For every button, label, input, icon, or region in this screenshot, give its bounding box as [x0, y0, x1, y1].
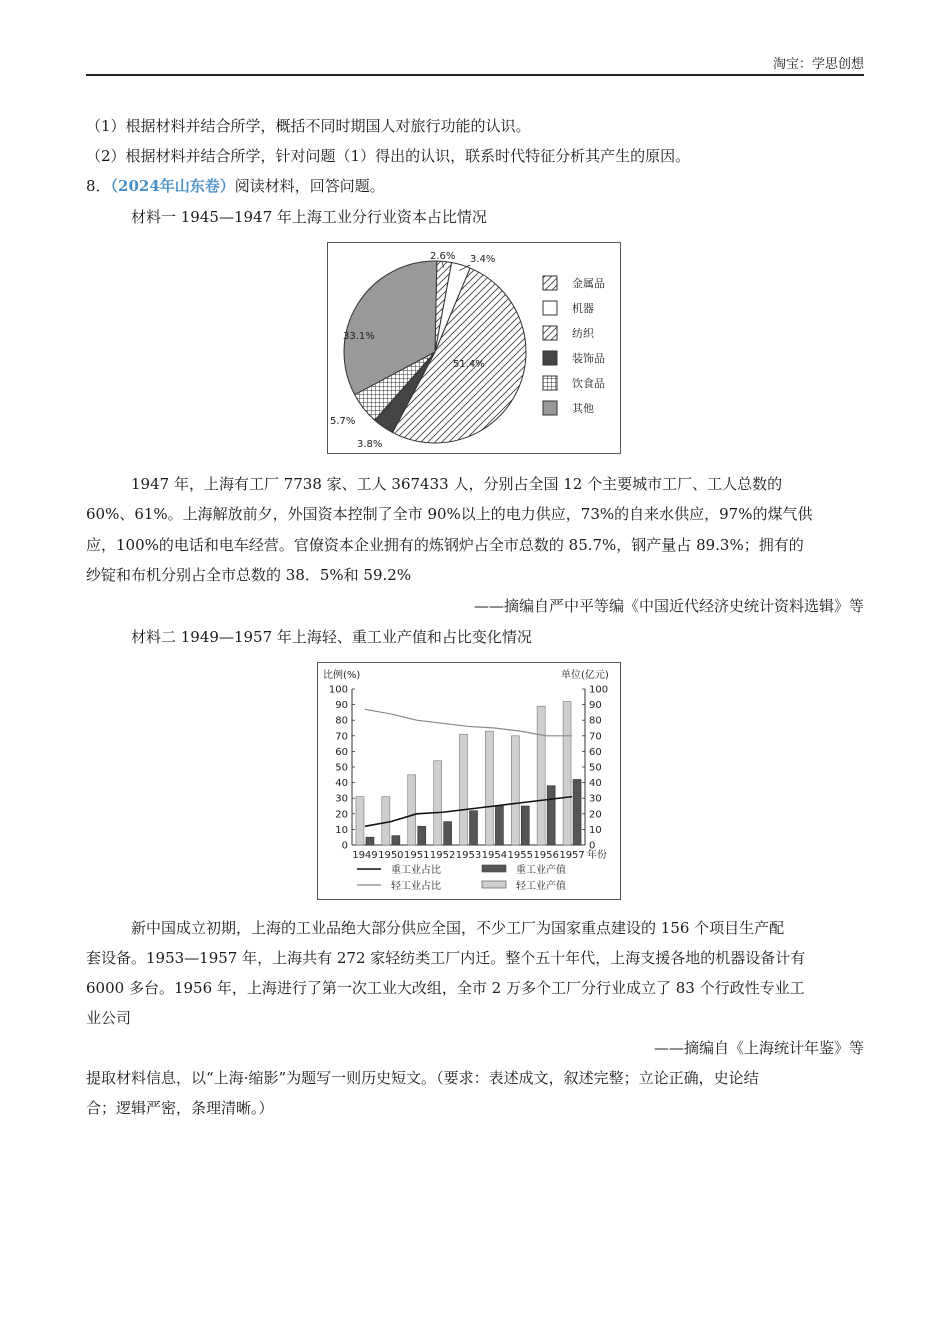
pie-legend-swatch-item-4 [543, 376, 557, 390]
pie-label-item-3: 3.8% [357, 439, 383, 450]
y-tick-label-right: 50 [589, 762, 602, 774]
bar-legend-label-item-1: 重工业产值 [516, 865, 566, 876]
pie-legend-label-item-1: 机器 [572, 302, 594, 315]
header-label: 淘宝：学思创想 [772, 57, 864, 72]
pie-legend-swatch-item-0 [543, 276, 557, 290]
y-tick-label-left: 0 [341, 840, 348, 852]
y-tick-label-left: 20 [335, 809, 348, 821]
y-tick-label-left: 40 [335, 778, 348, 790]
bar-light-industry-1952 [434, 761, 442, 845]
material-2-title: 材料二 1949—1957 年上海轻、重工业产值和占比变化情况 [131, 628, 532, 646]
bar-light-industry-1957 [563, 701, 571, 845]
pie-label-item-0: 2.6% [430, 251, 456, 262]
y-axis-right-label: 单位(亿元) [561, 670, 609, 681]
y-tick-label-right: 60 [589, 746, 602, 758]
task-line-1: 提取材料信息，以“上海·缩影”为题写一则历史短文。（要求：表述成文，叙述完整；立论正确，史论结 [86, 1069, 759, 1087]
page-header [86, 56, 864, 76]
bar-legend-label-item-2: 轻工业占比 [391, 881, 441, 892]
bar-light-industry-1951 [408, 775, 416, 845]
x-tick-label-1956: 1956 [533, 850, 559, 861]
bar-heavy-industry-1957 [573, 779, 581, 845]
pie-legend-label-item-0: 金属品 [572, 277, 605, 290]
question-8 [86, 176, 385, 196]
bar-light-industry-1949 [356, 797, 364, 845]
pie-legend-label-item-5: 其他 [572, 402, 594, 415]
pie-legend-label-item-4: 饮食品 [572, 377, 605, 390]
bar-heavy-industry-1956 [547, 786, 555, 845]
bar-heavy-industry-1952 [444, 822, 452, 845]
y-tick-label-left: 60 [335, 746, 348, 758]
bar-heavy-industry-1950 [392, 836, 400, 845]
task-line-2: 合；逻辑严密，条理清晰。） [86, 1099, 274, 1117]
material-1-para-line-4: 纱锭和布机分别占全市总数的 38．5%和 59.2% [86, 566, 412, 584]
y-tick-label-right: 90 [589, 700, 602, 712]
material-2-para-line-2: 套设备。1953—1957 年，上海共有 272 家轻纺类工厂内迁。整个五十年代，上海支援各地的机器设备计有 [86, 949, 806, 967]
y-tick-label-left: 100 [328, 684, 348, 696]
bar-line-chart [317, 662, 621, 900]
y-tick-label-right: 100 [589, 684, 609, 696]
x-tick-label-1954: 1954 [481, 850, 508, 861]
x-tick-label-1949: 1949 [352, 850, 378, 861]
question-8-text: 阅读材料，回答问题。 [234, 177, 385, 195]
question-8-number: 8． [86, 177, 111, 195]
pie-legend-swatch-item-1 [543, 301, 557, 315]
material-1-title: 材料一 1945—1947 年上海工业分行业资本占比情况 [131, 208, 487, 226]
x-tick-label-1953: 1953 [455, 850, 482, 861]
pie-chart [327, 242, 621, 454]
bar-heavy-industry-1951 [418, 826, 426, 845]
y-tick-label-left: 30 [335, 793, 348, 805]
material-2-para-line-1: 新中国成立初期，上海的工业品绝大部分供应全国，不少工厂为国家重点建设的 156 个项目生产配 [131, 919, 785, 937]
pie-label-item-2: 51.4% [453, 359, 485, 370]
x-tick-label-1952: 1952 [429, 850, 456, 861]
bar-light-industry-1953 [460, 734, 468, 845]
x-axis-label: 年份 [587, 850, 607, 861]
pie-legend-swatch-item-2 [543, 326, 557, 340]
material-2-para-line-3: 6000 多台。1956 年，上海进行了第一次工业大改组，全市 2 万多个工厂分行业成立了 83 个行政性专业工 [86, 979, 805, 997]
material-1-para-line-2: 60%、61%。上海解放前夕，外国资本控制了全市 90%以上的电力供应，73%的自来水供应，97%的煤气供 [86, 505, 813, 523]
material-1-para-line-1: 1947 年，上海有工厂 7738 家、工人 367433 人，分别占全国 12 个主要城市工厂、工人总数的 [131, 475, 783, 493]
bar-heavy-industry-1949 [366, 837, 374, 845]
y-axis-left-label: 比例(%) [323, 670, 361, 681]
x-tick-label-1955: 1955 [507, 850, 534, 861]
y-tick-label-left: 50 [335, 762, 348, 774]
bar-heavy-industry-1953 [470, 811, 478, 845]
pie-legend-swatch-item-3 [543, 351, 557, 365]
question-2: （2）根据材料并结合所学，针对问题（1）得出的认识，联系时代特征分析其产生的原因。 [86, 147, 691, 165]
pie-label-item-5: 33.1% [343, 331, 375, 342]
x-tick-label-1957: 1957 [559, 850, 585, 861]
pie-legend-label-item-2: 纺织 [572, 327, 594, 340]
bar-heavy-industry-1954 [495, 806, 503, 845]
y-tick-label-right: 30 [589, 793, 602, 805]
material-1-source: ——摘编自严中平等编《中国近代经济史统计资料选辑》等 [473, 597, 864, 615]
bar-legend-swatch-item-3 [482, 881, 506, 888]
bar-light-industry-1950 [382, 797, 390, 845]
y-tick-label-right: 70 [589, 731, 602, 743]
y-tick-label-right: 40 [589, 778, 602, 790]
bar-legend-label-item-0: 重工业占比 [391, 865, 441, 876]
material-2-source: ——摘编自《上海统计年鉴》等 [653, 1039, 864, 1057]
y-tick-label-left: 10 [335, 824, 348, 836]
question-1: （1）根据材料并结合所学，概括不同时期国人对旅行功能的认识。 [86, 117, 531, 135]
bar-light-industry-1955 [511, 736, 519, 845]
bar-light-industry-1956 [537, 706, 545, 845]
y-tick-label-right: 80 [589, 715, 602, 727]
material-2-para-line-4: 业公司 [86, 1009, 132, 1027]
x-tick-label-1951: 1951 [403, 850, 430, 861]
y-tick-label-left: 80 [335, 715, 348, 727]
bar-heavy-industry-1955 [521, 806, 529, 845]
y-tick-label-right: 0 [589, 840, 596, 852]
y-tick-label-left: 70 [335, 731, 348, 743]
bar-legend-label-item-3: 轻工业产值 [516, 881, 566, 892]
y-tick-label-right: 20 [589, 809, 602, 821]
pie-label-item-1: 3.4% [470, 254, 496, 265]
x-tick-label-1950: 1950 [378, 850, 404, 861]
pie-label-item-4: 5.7% [330, 416, 356, 427]
question-8-source-tag: （2024年山东卷） [110, 177, 235, 195]
bar-light-industry-1954 [485, 731, 493, 845]
bar-legend-swatch-item-1 [482, 865, 506, 872]
y-tick-label-left: 90 [335, 700, 348, 712]
material-1-para-line-3: 应，100%的电话和电车经营。官僚资本企业拥有的炼钢炉占全市总数的 85.7%，钢产量占 89.3%；拥有的 [86, 536, 804, 554]
pie-legend-swatch-item-5 [543, 401, 557, 415]
y-tick-label-right: 10 [589, 824, 602, 836]
pie-legend-label-item-3: 装饰品 [572, 352, 605, 365]
